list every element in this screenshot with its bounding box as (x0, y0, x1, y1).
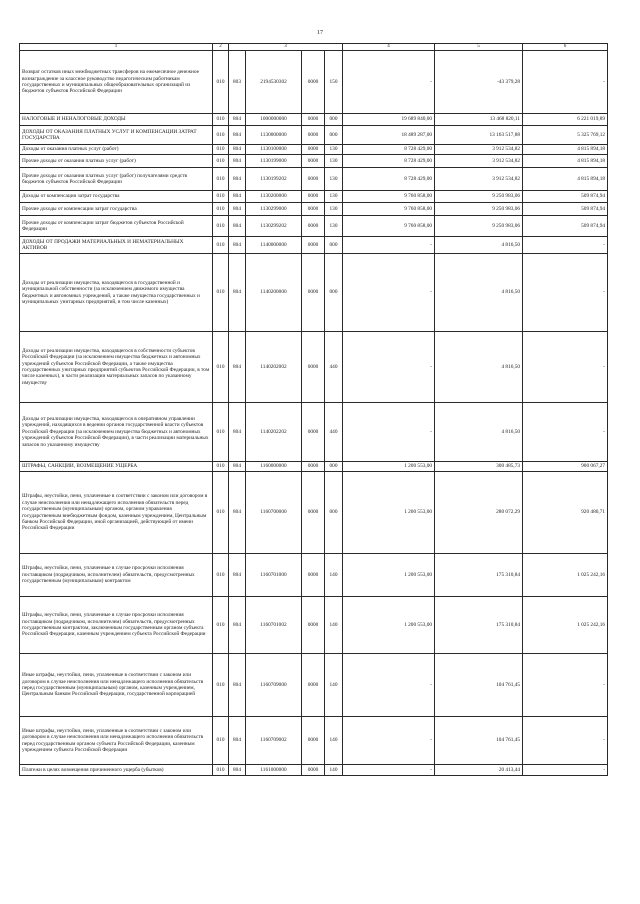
row-code-3: 1130100000 (246, 145, 302, 155)
row-value-remaining: 509 874,94 (523, 191, 608, 203)
row-value-approved: 8 728 429,00 (343, 168, 435, 191)
row-value-executed: 3 912 534,82 (435, 145, 523, 155)
row-code-4: 0000 (302, 472, 325, 554)
row-value-executed: 13 163 517,88 (435, 126, 523, 145)
row-code-3: 1160700000 (246, 472, 302, 554)
row-code-2: 804 (229, 403, 246, 462)
row-value-approved: 1 200 553,00 (343, 597, 435, 654)
row-value-executed: 3 912 534,82 (435, 155, 523, 168)
row-value-executed: 13 468 820,11 (435, 114, 523, 126)
row-code-3: 1130199202 (246, 168, 302, 191)
row-code-5: 140 (325, 717, 343, 765)
row-value-remaining: 920 480,71 (523, 472, 608, 554)
table-row (20, 114, 608, 126)
row-code-3: 1160701000 (246, 554, 302, 597)
row-code-1: 010 (213, 654, 229, 717)
row-value-executed: 20 413,44 (435, 765, 523, 776)
row-code-2: 804 (229, 155, 246, 168)
table-row (20, 332, 608, 403)
row-code-4: 0000 (302, 51, 325, 114)
table-row (20, 126, 608, 145)
row-code-5: 000 (325, 114, 343, 126)
row-value-approved: - (343, 254, 435, 332)
row-value-executed: -43 379,28 (435, 51, 523, 114)
row-code-5: 130 (325, 168, 343, 191)
row-code-3: 1160709002 (246, 717, 302, 765)
row-value-executed: 3 912 534,82 (435, 168, 523, 191)
row-code-5: 000 (325, 462, 343, 472)
row-code-3: 1000000000 (246, 114, 302, 126)
row-value-executed: 9 250 983,06 (435, 203, 523, 216)
row-value-remaining: 4 815 894,18 (523, 155, 608, 168)
row-code-5: 000 (325, 126, 343, 145)
row-code-2: 804 (229, 654, 246, 717)
row-code-1: 010 (213, 203, 229, 216)
table-row (20, 717, 608, 765)
row-code-2: 804 (229, 191, 246, 203)
row-code-4: 0000 (302, 216, 325, 237)
row-name: Прочие доходы от компенсации затрат бюджетов субъектов Российской Федерации (20, 216, 213, 237)
row-code-3: 1130199000 (246, 155, 302, 168)
row-name: Штрафы, неустойки, пени, уплаченные в соответствии с законом или договором в случае неисполнения или ненадлежащего исполнения обязательств перед государственным (муниципальным) органом, органом управления государственным внебюджетным фондом, казенным учреждением, Центральным банком Российской Федерации, иной организацией, действующей от имени Российской Федерации (20, 472, 213, 554)
row-code-5: 140 (325, 765, 343, 776)
row-code-5: 000 (325, 254, 343, 332)
row-name: Прочие доходы от компенсации затрат государства (20, 203, 213, 216)
table-row (20, 554, 608, 597)
row-code-2: 804 (229, 237, 246, 254)
row-code-2: 804 (229, 332, 246, 403)
row-code-4: 0000 (302, 597, 325, 654)
row-code-5: 150 (325, 51, 343, 114)
table-row (20, 237, 608, 254)
row-code-4: 0000 (302, 155, 325, 168)
header-col-3: 3 (229, 44, 343, 51)
row-value-executed: 4 816,50 (435, 237, 523, 254)
row-code-2: 804 (229, 554, 246, 597)
row-value-executed: 4 816,50 (435, 254, 523, 332)
row-name: НАЛОГОВЫЕ И НЕНАЛОГОВЫЕ ДОХОДЫ (20, 114, 213, 126)
row-code-1: 010 (213, 332, 229, 403)
row-code-3: 1130000000 (246, 126, 302, 145)
row-value-remaining: - (523, 765, 608, 776)
row-code-1: 010 (213, 237, 229, 254)
table-row (20, 168, 608, 191)
row-name: Возврат остатков иных межбюджетных трансферов на ежемесячное денежное вознаграждение за классное руководство педагогическим работникам государственных и муниципальных общеобразовательных организаций из бюджетов субъектов Российской Федерации (20, 51, 213, 114)
row-value-executed: 280 072,29 (435, 472, 523, 554)
row-name: Доходы от компенсации затрат государства (20, 191, 213, 203)
row-name: Платежи в целях возмещения причиненного ущерба (убытков) (20, 765, 213, 776)
row-code-4: 0000 (302, 203, 325, 216)
row-code-4: 0000 (302, 717, 325, 765)
row-code-2: 804 (229, 765, 246, 776)
page-number: 17 (317, 30, 323, 36)
row-code-5: 000 (325, 472, 343, 554)
row-name: Прочие доходы от оказания платных услуг (работ) получателями средств бюджетов субъектов Российской Федерации (20, 168, 213, 191)
row-value-approved: - (343, 237, 435, 254)
row-value-approved: 19 689 840,00 (343, 114, 435, 126)
row-name: ДОХОДЫ ОТ ПРОДАЖИ МАТЕРИАЛЬНЫХ И НЕМАТЕРИАЛЬНЫХ АКТИВОВ (20, 237, 213, 254)
row-value-approved: - (343, 654, 435, 717)
row-name: ШТРАФЫ, САНКЦИИ, ВОЗМЕЩЕНИЕ УЩЕРБА (20, 462, 213, 472)
row-value-approved: 9 760 858,00 (343, 216, 435, 237)
row-value-remaining: - (523, 403, 608, 462)
row-code-1: 010 (213, 155, 229, 168)
row-code-2: 804 (229, 462, 246, 472)
row-code-3: 1160000000 (246, 462, 302, 472)
row-value-remaining: 900 067,27 (523, 462, 608, 472)
table-row (20, 203, 608, 216)
row-name: Доходы от реализации имущества, находящегося в собственности субъектов Российской Федерации (за исключением имущества бюджетных и автономных учреждений субъектов Российской Федерации, а также имущества государственных унитарных предприятий субъектов Российской Федерации, в том числе казенных), в части реализации материальных запасов по указанному имуществу (20, 332, 213, 403)
row-code-2: 804 (229, 472, 246, 554)
table-header-row (20, 44, 608, 51)
row-code-1: 010 (213, 717, 229, 765)
row-code-1: 010 (213, 472, 229, 554)
row-code-5: 130 (325, 216, 343, 237)
row-value-approved: - (343, 332, 435, 403)
row-name: Доходы от реализации имущества, находящегося в государственной и муниципальной собственности (за исключением движимого имущества бюджетных и автономных учреждений, а также имущества государственных и муниципальных унитарных предприятий, в том числе казенных) (20, 254, 213, 332)
row-value-approved: - (343, 51, 435, 114)
row-code-4: 0000 (302, 145, 325, 155)
row-code-3: 1140202002 (246, 332, 302, 403)
row-code-3: 1140000000 (246, 237, 302, 254)
row-value-executed: 9 250 983,06 (435, 216, 523, 237)
row-value-executed: 4 816,50 (435, 403, 523, 462)
row-code-1: 010 (213, 254, 229, 332)
row-code-1: 010 (213, 597, 229, 654)
row-code-1: 010 (213, 126, 229, 145)
table-row (20, 254, 608, 332)
row-code-4: 0000 (302, 114, 325, 126)
row-code-2: 804 (229, 254, 246, 332)
row-code-1: 010 (213, 145, 229, 155)
row-code-2: 804 (229, 203, 246, 216)
row-value-remaining: 4 815 894,18 (523, 168, 608, 191)
row-value-remaining: - (523, 254, 608, 332)
row-name: ДОХОДЫ ОТ ОКАЗАНИЯ ПЛАТНЫХ УСЛУГ И КОМПЕНСАЦИИ ЗАТРАТ ГОСУДАРСТВА (20, 126, 213, 145)
row-code-4: 0000 (302, 462, 325, 472)
row-code-2: 804 (229, 145, 246, 155)
row-value-remaining: - (523, 717, 608, 765)
row-code-4: 0000 (302, 654, 325, 717)
row-code-4: 0000 (302, 332, 325, 403)
table-row (20, 654, 608, 717)
row-code-1: 010 (213, 191, 229, 203)
row-name: Штрафы, неустойки, пени, уплаченные в случае просрочки исполнения поставщиком (подрядчиком, исполнителем) обязательств, предусмотренных государственным контрактом, заключенным государственным органом субъекта Российской Федерации, казенным учреждением субъекта Российской Федерации (20, 597, 213, 654)
row-code-1: 010 (213, 403, 229, 462)
row-code-2: 804 (229, 168, 246, 191)
row-name: Доходы от реализации имущества, находящегося в оперативном управлении учреждений, находящихся в ведении органов государственной власти субъектов Российской Федерации (за исключением имущества бюджетных и автономных учреждений субъектов Российской Федерации), в части реализации материальных запасов по указанному имуществу (20, 403, 213, 462)
header-col-2: 2 (213, 44, 229, 51)
header-col-6: 6 (523, 44, 608, 51)
row-value-executed: 9 250 983,06 (435, 191, 523, 203)
row-value-approved: 9 760 858,00 (343, 203, 435, 216)
row-code-1: 010 (213, 51, 229, 114)
row-code-3: 1130299202 (246, 216, 302, 237)
row-value-executed: 300 485,73 (435, 462, 523, 472)
row-value-approved: 9 760 858,00 (343, 191, 435, 203)
table-row (20, 191, 608, 203)
row-code-4: 0000 (302, 765, 325, 776)
row-code-2: 804 (229, 717, 246, 765)
row-code-5: 440 (325, 403, 343, 462)
row-value-executed: 175 310,84 (435, 597, 523, 654)
header-col-5: 5 (435, 44, 523, 51)
row-value-remaining: - (523, 654, 608, 717)
row-code-3: 1140202202 (246, 403, 302, 462)
row-code-2: 804 (229, 597, 246, 654)
row-value-remaining: - (523, 51, 608, 114)
row-code-2: 803 (229, 51, 246, 114)
row-value-executed: 175 310,84 (435, 554, 523, 597)
revenue-table (19, 43, 608, 776)
row-code-3: 1130299000 (246, 203, 302, 216)
table-row (20, 462, 608, 472)
row-value-approved: 8 728 429,00 (343, 145, 435, 155)
row-code-2: 804 (229, 114, 246, 126)
row-value-executed: 104 761,45 (435, 717, 523, 765)
row-code-2: 804 (229, 216, 246, 237)
row-name: Иные штрафы, неустойки, пени, уплаченные в соответствии с законом или договором в случае неисполнения или ненадлежащего исполнения обязательств перед государственным (муниципальным) органом, казенным учреждением, Центральным банком Российской Федерации, государственной корпорацией (20, 654, 213, 717)
row-value-remaining: 6 221 019,89 (523, 114, 608, 126)
row-code-3: 1160709000 (246, 654, 302, 717)
row-code-5: 140 (325, 597, 343, 654)
row-name: Прочие доходы от оказания платных услуг (работ) (20, 155, 213, 168)
row-name: Иные штрафы, неустойки, пени, уплаченные в соответствии с законом или договором в случае неисполнения или ненадлежащего исполнения обязательств перед государственным органом субъекта Российской Федерации, казенным учреждением субъекта Российской Федерации (20, 717, 213, 765)
row-code-4: 0000 (302, 191, 325, 203)
row-value-approved: - (343, 403, 435, 462)
row-value-remaining: - (523, 237, 608, 254)
row-value-approved: - (343, 765, 435, 776)
table-row (20, 145, 608, 155)
row-code-5: 130 (325, 155, 343, 168)
row-value-executed: 104 761,45 (435, 654, 523, 717)
row-code-4: 0000 (302, 554, 325, 597)
row-code-4: 0000 (302, 126, 325, 145)
row-value-remaining: 5 325 769,12 (523, 126, 608, 145)
row-code-1: 010 (213, 462, 229, 472)
row-code-4: 0000 (302, 237, 325, 254)
row-code-5: 440 (325, 332, 343, 403)
row-code-3: 1130200000 (246, 191, 302, 203)
table-row (20, 155, 608, 168)
table-row (20, 765, 608, 776)
row-value-approved: 18 489 287,00 (343, 126, 435, 145)
row-code-1: 010 (213, 765, 229, 776)
row-value-approved: 1 200 553,00 (343, 554, 435, 597)
row-name: Доходы от оказания платных услуг (работ) (20, 145, 213, 155)
row-value-remaining: 4 815 894,18 (523, 145, 608, 155)
header-col-4: 4 (343, 44, 435, 51)
row-code-3: 1140200000 (246, 254, 302, 332)
row-value-remaining: 1 025 242,16 (523, 554, 608, 597)
row-value-remaining: 1 025 242,16 (523, 597, 608, 654)
row-value-approved: - (343, 717, 435, 765)
row-value-remaining: 509 874,94 (523, 216, 608, 237)
table-row (20, 472, 608, 554)
row-code-2: 804 (229, 126, 246, 145)
row-value-remaining: - (523, 332, 608, 403)
row-code-5: 140 (325, 654, 343, 717)
table-row (20, 51, 608, 114)
table-row (20, 597, 608, 654)
row-code-3: 1161000000 (246, 765, 302, 776)
row-code-4: 0000 (302, 254, 325, 332)
row-code-4: 0000 (302, 403, 325, 462)
row-value-approved: 1 200 553,00 (343, 472, 435, 554)
row-code-3: 2194530302 (246, 51, 302, 114)
table-row (20, 403, 608, 462)
row-code-5: 130 (325, 191, 343, 203)
row-code-5: 130 (325, 145, 343, 155)
row-code-1: 010 (213, 216, 229, 237)
row-value-remaining: 509 874,94 (523, 203, 608, 216)
row-code-1: 010 (213, 554, 229, 597)
row-code-5: 140 (325, 554, 343, 597)
row-code-5: 000 (325, 237, 343, 254)
row-value-approved: 8 728 429,00 (343, 155, 435, 168)
table-row (20, 216, 608, 237)
row-value-approved: 1 200 553,00 (343, 462, 435, 472)
row-code-3: 1160701002 (246, 597, 302, 654)
row-code-5: 130 (325, 203, 343, 216)
row-code-1: 010 (213, 168, 229, 191)
row-code-4: 0000 (302, 168, 325, 191)
header-col-1: 1 (20, 44, 213, 51)
row-value-executed: 4 816,50 (435, 332, 523, 403)
row-name: Штрафы, неустойки, пени, уплаченные в случае просрочки исполнения поставщиком (подрядчиком, исполнителем) обязательств, предусмотренных государственным (муниципальным) контрактом (20, 554, 213, 597)
row-code-1: 010 (213, 114, 229, 126)
